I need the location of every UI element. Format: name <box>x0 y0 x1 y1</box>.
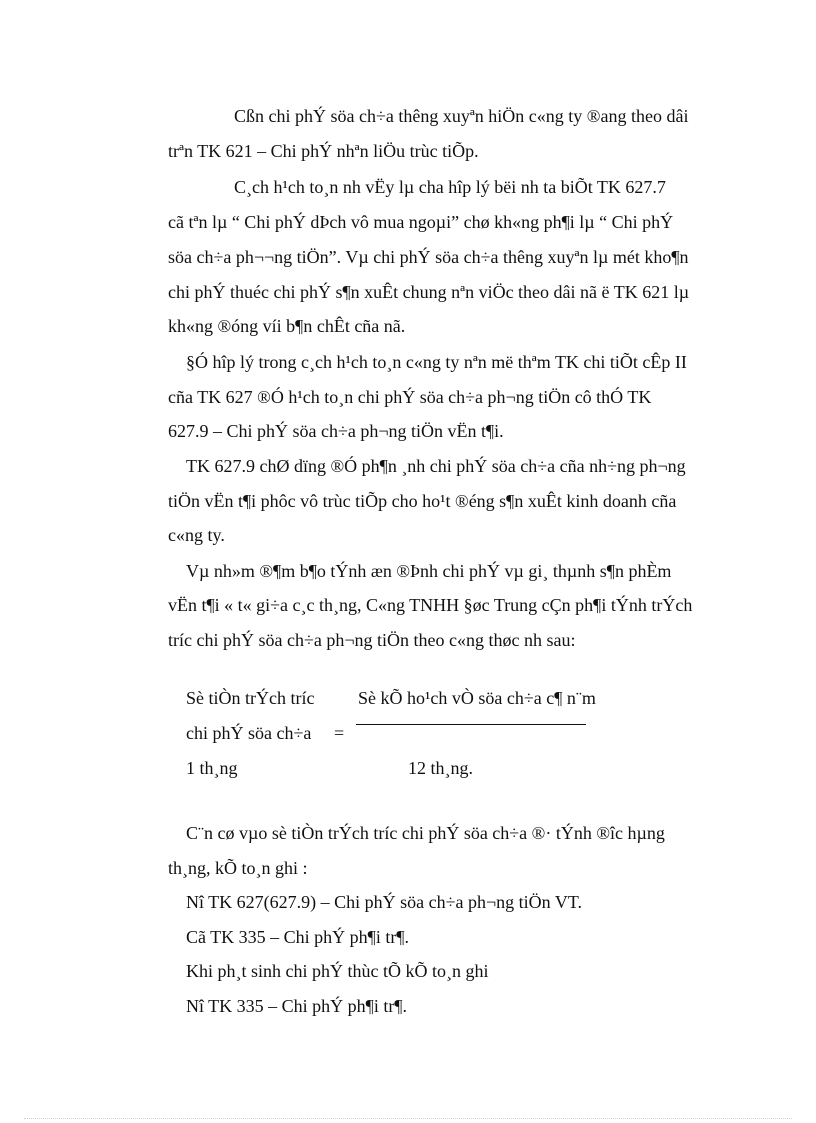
paragraph-3-line-2: cña TK 627 ®Ó h¹ch to¸n chi phÝ söa ch÷a ph¬ng tiÖn cô thÓ TK <box>168 387 652 407</box>
entry-actual-cost-note: Khi ph¸t sinh chi phÝ thùc tÕ kÕ to¸n ghi <box>186 961 489 981</box>
formula-left-line-3: 1 th¸ng <box>186 758 238 778</box>
paragraph-5-line-1: Vµ nh»m ®¶m b¶o tÝnh æn ®Þnh chi phÝ vµ gi¸ thµnh s¶n phÈm <box>186 561 672 581</box>
paragraph-5-line-2: vËn t¶i « t« gi÷a c¸c th¸ng, C«ng TNHH §øc Trung cÇn ph¶i tÝnh trÝch <box>168 595 693 615</box>
paragraph-4-line-2: tiÖn vËn t¶i phôc vô trùc tiÕp cho ho¹t ®éng s¶n xuÊt kinh doanh cña <box>168 491 677 511</box>
formula-denominator: 12 th¸ng. <box>408 758 473 778</box>
paragraph-2-line-5: kh«ng ®óng víi b¶n chÊt cña nã. <box>168 316 406 336</box>
paragraph-1-line-1: Cßn chi phÝ söa ch÷a thêng xuyªn hiÖn c«ng ty ®ang theo dâi <box>234 106 689 126</box>
paragraph-1-line-2: trªn TK 621 – Chi phÝ nhªn liÖu trùc tiÕp. <box>168 141 479 161</box>
formula-numerator: Sè kÕ ho¹ch vÒ söa ch÷a c¶ n¨m <box>358 688 596 708</box>
paragraph-3-line-1: §Ó hîp lý trong c¸ch h¹ch to¸n c«ng ty nªn më thªm TK chi tiÕt cÊp II <box>186 352 687 372</box>
paragraph-2-line-3: söa ch÷a ph¬¬ng tiÖn”. Vµ chi phÝ söa ch÷a thêng xuyªn lµ mét kho¶n <box>168 247 689 267</box>
formula-left-line-2: chi phÝ söa ch÷a <box>186 723 312 743</box>
formula-left-line-1: Sè tiÒn trÝch tríc <box>186 688 315 708</box>
formula-equals-sign: = <box>334 723 345 743</box>
entry-credit-335: Cã TK 335 – Chi phÝ ph¶i tr¶. <box>186 927 409 947</box>
paragraph-2-line-4: chi phÝ thuéc chi phÝ s¶n xuÊt chung nªn viÖc theo dâi nã ë TK 621 lµ <box>168 282 690 302</box>
closing-line-1: C¨n cø vµo sè tiÒn trÝch tríc chi phÝ söa ch÷a ®· tÝnh ®îc hµng <box>186 823 665 843</box>
paragraph-3-line-3: 627.9 – Chi phÝ söa ch÷a ph¬ng tiÖn vËn t¶i. <box>168 421 504 441</box>
paragraph-2-line-1: C¸ch h¹ch to¸n nh vËy lµ cha hîp lý bëi nh ta biÕt TK 627.7 <box>234 177 666 197</box>
entry-debit-627: Nî TK 627(627.9) – Chi phÝ söa ch÷a ph¬ng tiÖn VT. <box>186 892 582 912</box>
formula-fraction-bar <box>356 724 586 725</box>
paragraph-2-line-2: cã tªn lµ “ Chi phÝ dÞch vô mua ngoµi” chø kh«ng ph¶i lµ “ Chi phÝ <box>168 212 674 232</box>
closing-line-2: th¸ng, kÕ to¸n ghi : <box>168 858 308 878</box>
entry-debit-335: Nî TK 335 – Chi phÝ ph¶i tr¶. <box>186 996 407 1016</box>
paragraph-4-line-1: TK 627.9 chØ dïng ®Ó ph¶n ¸nh chi phÝ söa ch÷a cña nh÷ng ph¬ng <box>186 456 686 476</box>
paragraph-5-line-3: tríc chi phÝ söa ch÷a ph¬ng tiÖn theo c«ng thøc nh sau: <box>168 630 576 650</box>
paragraph-4-line-3: c«ng ty. <box>168 525 225 545</box>
page-bottom-border <box>24 1118 792 1119</box>
